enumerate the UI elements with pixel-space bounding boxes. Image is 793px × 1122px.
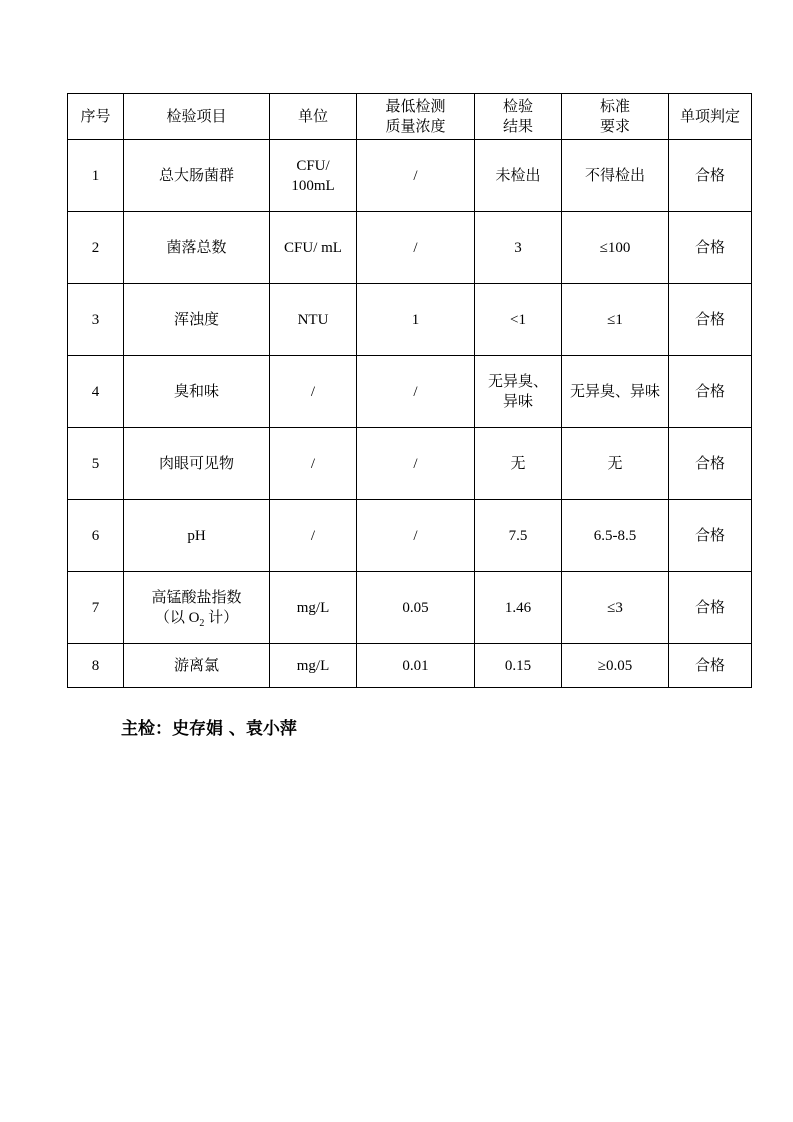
cell-unit-line1: CFU/ — [296, 157, 330, 174]
cell-verdict: 合格 — [669, 284, 752, 356]
table-header-row — [68, 94, 752, 140]
cell-min: 0.05 — [357, 572, 475, 644]
cell-no: 1 — [68, 140, 124, 212]
cell-result: 无 — [475, 428, 562, 500]
cell-no: 5 — [68, 428, 124, 500]
cell-result-line1: 无异臭、 — [487, 373, 548, 390]
cell-standard: 6.5-8.5 — [562, 500, 669, 572]
cell-item — [124, 572, 270, 644]
cell-no: 4 — [68, 356, 124, 428]
cell-result — [475, 356, 562, 428]
header-unit: 单位 — [270, 94, 357, 140]
cell-item: 总大肠菌群 — [124, 140, 270, 212]
table-row — [68, 284, 752, 356]
header-result-line2: 结果 — [502, 118, 533, 135]
cell-no: 8 — [68, 644, 124, 688]
cell-item: 游离氯 — [124, 644, 270, 688]
cell-unit: / — [270, 356, 357, 428]
cell-verdict: 合格 — [669, 140, 752, 212]
cell-standard: ≥0.05 — [562, 644, 669, 688]
cell-item-line1: 高锰酸盐指数 — [151, 589, 242, 606]
cell-min: 0.01 — [357, 644, 475, 688]
cell-result: 0.15 — [475, 644, 562, 688]
cell-min: / — [357, 140, 475, 212]
table-row — [68, 500, 752, 572]
header-test-item: 检验项目 — [124, 94, 270, 140]
cell-item: 肉眼可见物 — [124, 428, 270, 500]
cell-verdict: 合格 — [669, 644, 752, 688]
table-row — [68, 356, 752, 428]
cell-no: 2 — [68, 212, 124, 284]
chief-inspectors: 主检：史存娟 、袁小萍 — [121, 719, 297, 739]
cell-verdict: 合格 — [669, 500, 752, 572]
cell-min: / — [357, 212, 475, 284]
cell-unit: mg/L — [270, 572, 357, 644]
header-standard — [562, 94, 669, 140]
cell-unit: / — [270, 500, 357, 572]
cell-min: / — [357, 428, 475, 500]
cell-no: 3 — [68, 284, 124, 356]
cell-standard: 无 — [562, 428, 669, 500]
cell-standard: ≤1 — [562, 284, 669, 356]
cell-result: 1.46 — [475, 572, 562, 644]
header-standard-line1: 标准 — [599, 98, 630, 115]
cell-unit: NTU — [270, 284, 357, 356]
cell-verdict: 合格 — [669, 356, 752, 428]
item-note-prefix: （以 O — [154, 609, 200, 626]
cell-result: 3 — [475, 212, 562, 284]
cell-item-line2 — [126, 608, 267, 628]
cell-unit: CFU/ mL — [270, 212, 357, 284]
cell-unit: mg/L — [270, 644, 357, 688]
table-row — [68, 644, 752, 688]
cell-standard: ≤3 — [562, 572, 669, 644]
cell-min: / — [357, 356, 475, 428]
cell-result: <1 — [475, 284, 562, 356]
cell-min: / — [357, 500, 475, 572]
header-min-detect — [357, 94, 475, 140]
header-verdict: 单项判定 — [669, 94, 752, 140]
cell-item: pH — [124, 500, 270, 572]
table-row — [68, 572, 752, 644]
cell-verdict: 合格 — [669, 572, 752, 644]
table-row — [68, 212, 752, 284]
item-note-suffix: 计） — [204, 609, 239, 626]
table-row — [68, 428, 752, 500]
cell-unit: / — [270, 428, 357, 500]
cell-standard: 无异臭、异味 — [562, 356, 669, 428]
cell-item: 菌落总数 — [124, 212, 270, 284]
header-result — [475, 94, 562, 140]
cell-result: 7.5 — [475, 500, 562, 572]
header-result-line1: 检验 — [502, 98, 533, 115]
cell-result: 未检出 — [475, 140, 562, 212]
header-seq-no: 序号 — [68, 94, 124, 140]
cell-verdict: 合格 — [669, 428, 752, 500]
header-min-detect-line1: 最低检测 — [385, 98, 446, 115]
cell-min: 1 — [357, 284, 475, 356]
cell-unit-line2: 100mL — [291, 177, 335, 194]
item-note-subscript: 2 — [199, 617, 205, 629]
header-standard-line2: 要求 — [599, 118, 630, 135]
table-row — [68, 140, 752, 212]
inspection-results-table — [67, 93, 752, 688]
cell-standard: 不得检出 — [562, 140, 669, 212]
cell-no: 7 — [68, 572, 124, 644]
cell-unit — [270, 140, 357, 212]
cell-item: 臭和味 — [124, 356, 270, 428]
cell-no: 6 — [68, 500, 124, 572]
cell-verdict: 合格 — [669, 212, 752, 284]
header-min-detect-line2: 质量浓度 — [385, 118, 446, 135]
cell-item: 浑浊度 — [124, 284, 270, 356]
cell-standard: ≤100 — [562, 212, 669, 284]
cell-result-line2: 异味 — [502, 393, 533, 410]
